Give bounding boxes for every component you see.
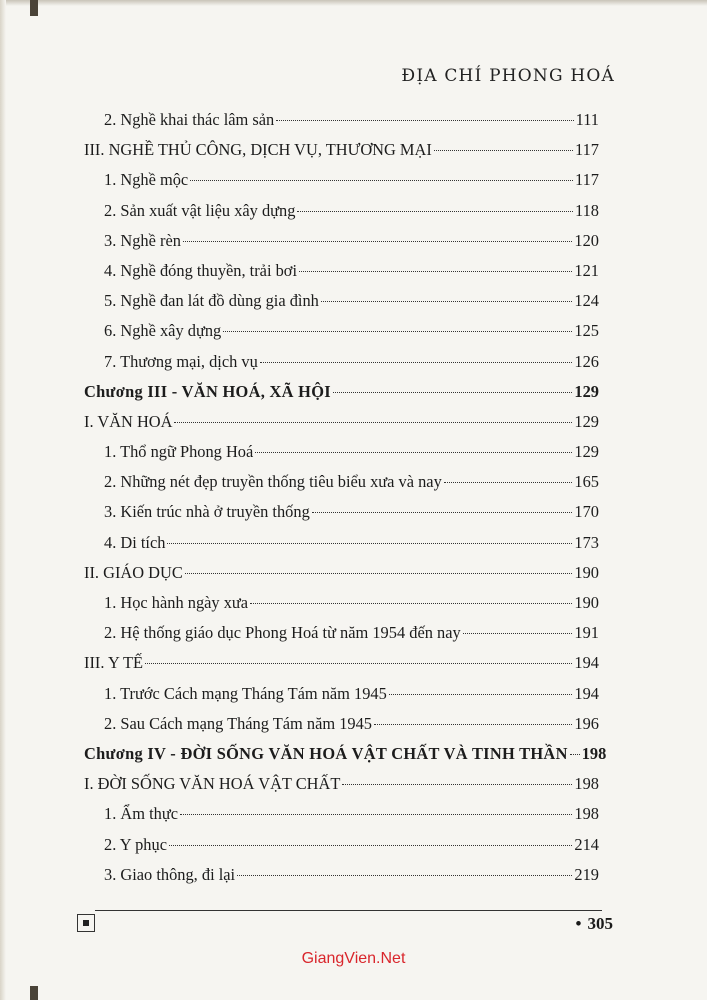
toc-entry-page: 120 <box>574 230 599 250</box>
toc-subsection-row <box>84 714 599 744</box>
toc-entry-title: 1. Trước Cách mạng Tháng Tám năm 1945 <box>104 683 387 703</box>
toc-dot-leader <box>299 271 572 272</box>
page-left-edge <box>0 0 6 1000</box>
toc-entry-page: 190 <box>574 593 599 612</box>
toc-section-row <box>84 412 599 442</box>
toc-dot-leader <box>190 180 573 181</box>
toc-entry-page: 124 <box>574 291 599 311</box>
toc-entry-page: 118 <box>575 200 599 220</box>
toc-dot-leader <box>276 120 573 121</box>
page-number-bullet: • <box>575 914 582 933</box>
toc-dot-leader <box>183 241 572 242</box>
toc-subsection-row <box>84 623 599 653</box>
toc-entry-page: 198 <box>581 743 607 763</box>
toc-entry-title: 3. Giao thông, đi lại <box>104 864 236 884</box>
toc-entry-title: 4. Nghề đóng thuyền, trải bơi <box>104 260 298 280</box>
toc-subsection-row <box>84 201 599 231</box>
toc-subsection-row <box>84 593 599 623</box>
toc-subsection-row <box>84 110 599 140</box>
toc-dot-leader <box>444 482 573 483</box>
toc-subsection-row <box>84 502 599 532</box>
toc-entry-title: Chương III - VĂN HOÁ, XÃ HỘI <box>84 381 331 401</box>
toc-entry-page: 194 <box>574 653 599 673</box>
watermark: GiangVien.Net <box>301 950 406 967</box>
toc-entry-page: 129 <box>574 381 599 401</box>
toc-entry-page: 117 <box>575 140 599 160</box>
toc-subsection-row <box>84 472 599 502</box>
toc-entry-page: 198 <box>574 774 599 794</box>
page-number <box>576 914 613 934</box>
toc-dot-leader <box>297 211 573 212</box>
toc-entry-title: 2. Sau Cách mạng Tháng Tám năm 1945 <box>104 713 372 733</box>
toc-dot-leader <box>167 543 572 544</box>
toc-entry-page: 196 <box>574 713 599 733</box>
toc-dot-leader <box>321 301 573 302</box>
toc-entry-title: 2. Hệ thống giáo dục Phong Hoá từ năm 1954 đến nay <box>104 623 461 643</box>
toc-entry-page: 191 <box>574 623 599 643</box>
toc-dot-leader <box>434 150 573 151</box>
toc-entry-title: II. GIÁO DỤC <box>84 562 183 582</box>
toc-chapter-row <box>84 743 607 774</box>
toc-entry-title: III. NGHỀ THỦ CÔNG, DỊCH VỤ, THƯƠNG MẠI <box>84 140 432 160</box>
toc-entry-page: 219 <box>574 864 599 884</box>
toc-chapter-row <box>84 382 599 412</box>
toc-entry-title: 2. Y phục <box>104 834 167 854</box>
toc-entry-title: Chương IV - ĐỜI SỐNG VĂN HOÁ VẬT CHẤT VÀ TINH THẦN <box>84 743 568 763</box>
toc-section-row <box>84 563 599 593</box>
toc-entry-title: 2. Nghề khai thác lâm sản <box>104 110 275 129</box>
toc-entry-title: III. Y TẾ <box>84 653 144 673</box>
toc-entry-title: 3. Kiến trúc nhà ở truyền thống <box>104 502 310 522</box>
toc-dot-leader <box>174 422 572 423</box>
toc-entry-page: 125 <box>574 321 599 341</box>
toc-entry-page: 165 <box>574 472 599 492</box>
toc-entry-title: 2. Sản xuất vật liệu xây dựng <box>104 200 296 220</box>
toc-dot-leader <box>180 814 572 815</box>
running-head: ĐỊA CHÍ PHONG HOÁ <box>401 66 615 86</box>
toc-entry-title: 2. Những nét đẹp truyền thống tiêu biểu xưa và nay <box>104 472 442 492</box>
toc-subsection-row <box>84 684 599 714</box>
toc-section-row <box>84 653 599 683</box>
toc-entry-title: 1. Nghề mộc <box>104 170 189 190</box>
toc-dot-leader <box>570 754 580 755</box>
toc-subsection-row <box>84 321 599 351</box>
toc-entry-title: 5. Nghề đan lát đồ dùng gia đình <box>104 291 319 311</box>
footer-square-icon <box>77 914 95 932</box>
page-top-edge <box>0 0 707 6</box>
toc-entry-title: 7. Thương mại, dịch vụ <box>104 351 258 371</box>
toc-entry-page: 190 <box>574 562 599 582</box>
toc-entry-page: 126 <box>574 351 599 371</box>
toc-dot-leader <box>169 845 572 846</box>
toc-dot-leader <box>223 331 572 332</box>
toc-entry-title: 4. Di tích <box>104 532 166 552</box>
toc-subsection-row <box>84 352 599 382</box>
toc-dot-leader <box>463 633 573 634</box>
toc-dot-leader <box>333 392 572 393</box>
toc-dot-leader <box>312 512 573 513</box>
toc-subsection-row <box>84 261 599 291</box>
toc-dot-leader <box>237 875 572 876</box>
toc-dot-leader <box>374 724 572 725</box>
toc-dot-leader <box>260 362 573 363</box>
toc-dot-leader <box>185 573 573 574</box>
toc-entry-title: I. ĐỜI SỐNG VĂN HOÁ VẬT CHẤT <box>84 774 341 794</box>
toc-subsection-row <box>84 231 599 261</box>
toc-dot-leader <box>389 694 573 695</box>
toc-section-row <box>84 140 599 170</box>
toc-entry-page: 129 <box>574 411 599 431</box>
toc-subsection-row <box>84 170 599 200</box>
toc-section-row <box>84 774 599 804</box>
toc-entry-title: I. VĂN HOÁ <box>84 411 173 431</box>
toc-subsection-row <box>84 442 599 472</box>
toc-entry-page: 198 <box>574 804 599 824</box>
page-number-value: 305 <box>587 914 613 933</box>
toc-subsection-row <box>84 865 599 895</box>
toc-entry-page: 117 <box>575 170 599 190</box>
toc-dot-leader <box>255 452 572 453</box>
toc-entry-title: 1. Ẩm thực <box>104 804 178 824</box>
toc-subsection-row <box>84 835 599 865</box>
binding-mark-bottom <box>30 986 38 1000</box>
toc-subsection-row <box>84 291 599 321</box>
toc-dot-leader <box>145 663 572 664</box>
toc-entry-title: 6. Nghề xây dựng <box>104 321 222 341</box>
toc-entry-page: 214 <box>574 834 599 854</box>
toc-entry-page: 194 <box>574 683 599 703</box>
toc-subsection-row <box>84 804 599 834</box>
toc-entry-page: 111 <box>575 110 599 129</box>
toc-entry-page: 170 <box>574 502 599 522</box>
footer-rule <box>95 910 602 911</box>
toc-entry-title: 1. Thổ ngữ Phong Hoá <box>104 442 254 462</box>
binding-mark-top <box>30 0 38 16</box>
toc-entry-title: 3. Nghề rèn <box>104 230 181 250</box>
table-of-contents <box>84 110 607 895</box>
toc-subsection-row <box>84 533 599 563</box>
toc-entry-title: 1. Học hành ngày xưa <box>104 593 249 612</box>
toc-entry-page: 129 <box>574 442 599 462</box>
toc-entry-page: 173 <box>574 532 599 552</box>
toc-dot-leader <box>342 784 572 785</box>
toc-dot-leader <box>250 603 572 604</box>
toc-entry-page: 121 <box>574 260 599 280</box>
